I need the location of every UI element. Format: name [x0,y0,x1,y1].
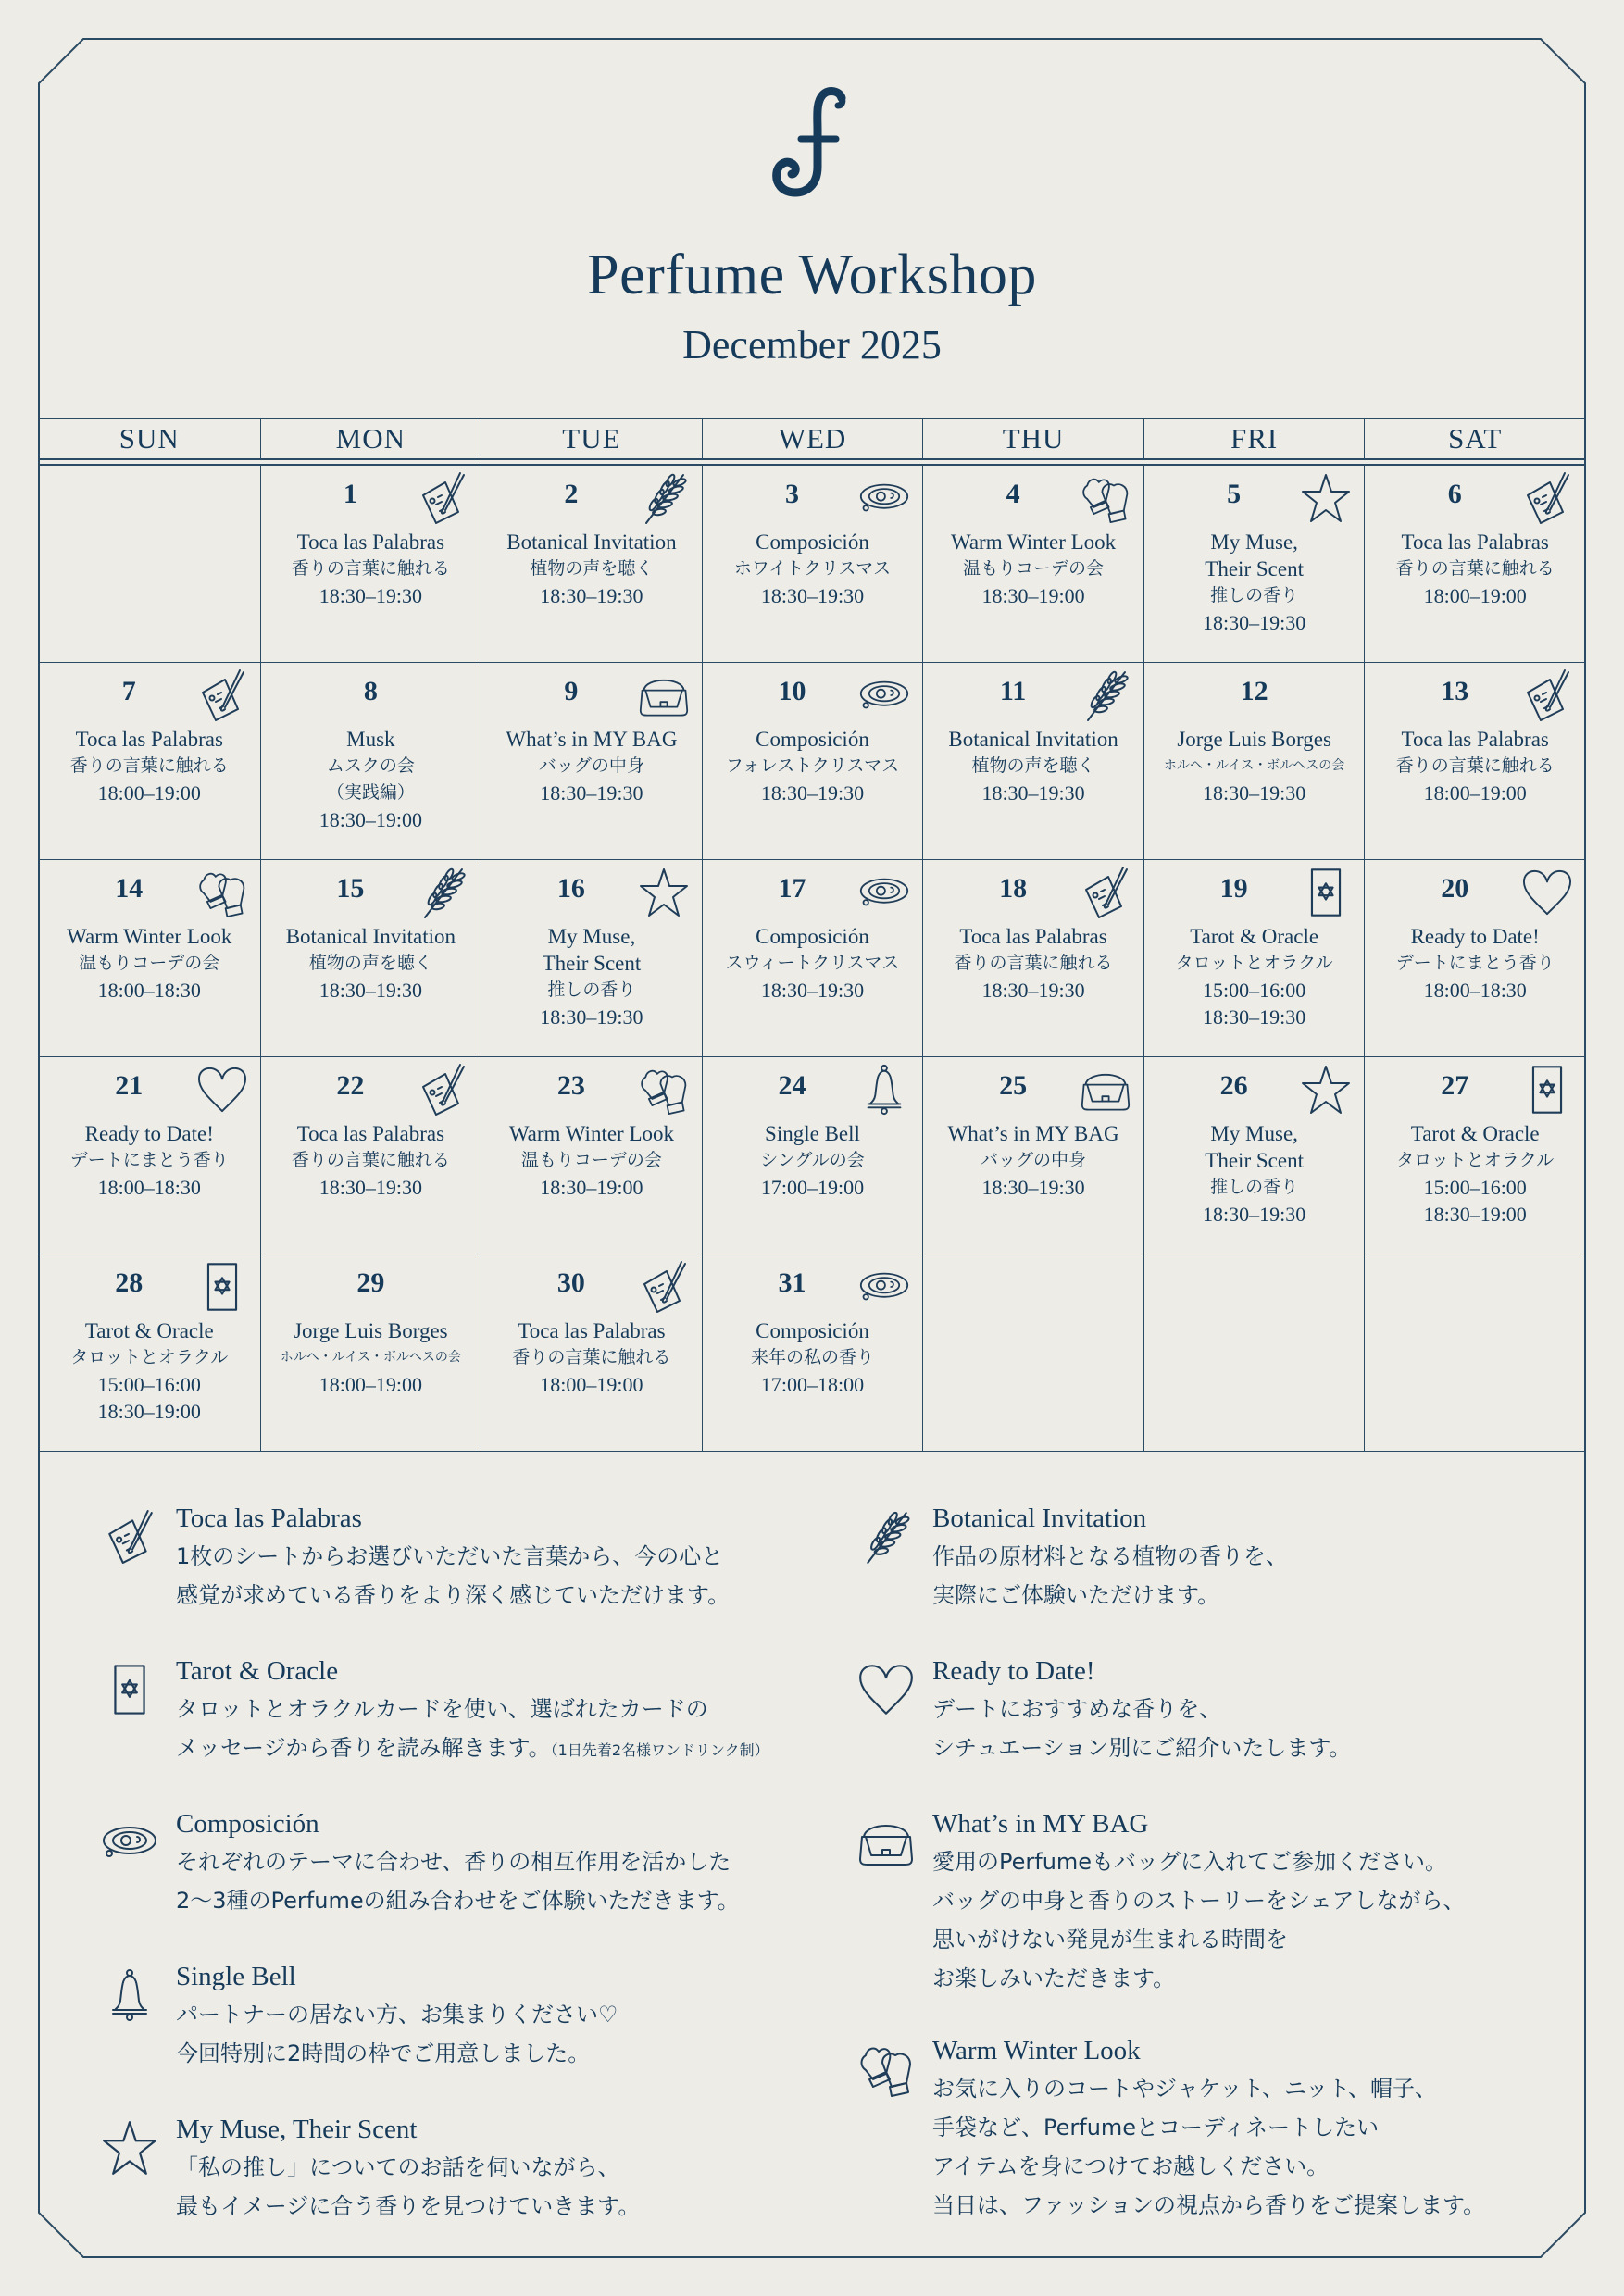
orbit-eye-icon [859,471,909,525]
legend-description-line: 2〜3種のPerfumeの組み合わせをご体験いただきます。 [176,1888,740,1914]
page-subtitle: December 2025 [682,322,942,368]
bag-icon [639,668,689,722]
event-details [1365,923,1585,1004]
event-subtitle-jp: デートにまとう香り [69,1150,229,1170]
event-title: Toca las Palabras [75,728,223,751]
weekday-sun: SUN [119,422,180,455]
event-time: 15:00–16:00 [97,1373,201,1396]
event-subtitle-jp: 温もりコーデの会 [963,558,1105,579]
event-subtitle-jp: 植物の声を聴く [308,953,432,973]
event-title: My Muse, [1210,1122,1298,1145]
day-cell-1[interactable] [260,466,481,662]
legend-description-line: 当日は、ファッションの視点から香りをご提案します。 [932,2192,1486,2218]
mittens-icon [639,1063,689,1117]
note-pen-icon [102,1509,157,1565]
weekday-header [39,418,1585,460]
event-details [1144,529,1365,636]
day-cell-31[interactable] [702,1254,923,1451]
event-time: 18:30–19:30 [981,979,1085,1002]
tarot-card-icon [1301,866,1351,919]
day-number: 18 [999,873,1028,904]
event-title: Botanical Invitation [506,530,677,554]
event-subtitle-jp: バッグの中身 [981,1150,1087,1170]
event-details [703,1120,923,1201]
day-number: 2 [564,479,579,509]
event-details [481,726,702,806]
event-time: 18:30–19:30 [981,781,1085,805]
event-title: Jorge Luis Borges [294,1319,448,1342]
legend-description-line: タロットとオラクルカードを使い、選ばれたカードの [176,1696,708,1722]
legend-item [932,1805,1624,1998]
day-number: 29 [356,1267,385,1298]
event-subtitle-jp: スウィートクリスマス [725,953,900,973]
event-title: Warm Winter Look [950,530,1117,554]
legend-title: Toca las Palabras [176,1504,362,1533]
weekday-thu: THU [922,419,1143,458]
legend-description-line: デートにおすすめな香りを、 [932,1696,1222,1722]
event-time: 18:30–19:30 [540,781,643,805]
leaf-icon [1081,668,1131,722]
legend-note: （1日先着2名様ワンドリンク制） [550,1741,769,1759]
event-title: Composición [756,1319,869,1342]
note-pen-icon [418,1063,468,1117]
empty-day-cell [1364,1254,1585,1451]
day-cell-12[interactable] [1143,663,1365,859]
event-subtitle-jp: 植物の声を聴く [530,558,654,579]
day-number: 22 [336,1070,365,1101]
event-title: Toca las Palabras [1401,728,1549,751]
star-icon [639,866,689,919]
event-title: Toca las Palabras [518,1319,666,1342]
legend-description-line: 手袋など、Perfumeとコーディネートしたい [932,2115,1380,2140]
legend-item [932,1500,1624,1615]
mittens-icon [858,2041,914,2097]
event-subtitle-jp-line2: （実践編） [326,782,415,803]
day-number: 23 [556,1070,585,1101]
day-cell-26[interactable] [1143,1057,1365,1254]
note-pen-icon [197,668,247,722]
event-subtitle-jp: バッグの中身 [538,755,644,776]
note-pen-icon [1522,668,1572,722]
day-cell-5[interactable] [1143,466,1365,662]
calendar-weeks [39,466,1585,1452]
bell-icon [102,1967,157,2023]
legend-description-line: 感覚が求めている香りをより深く感じていただけます。 [176,1582,731,1608]
day-number: 5 [1227,479,1242,509]
star-icon [102,2120,157,2176]
event-details [1365,1120,1585,1228]
event-details [923,1120,1143,1201]
day-cell-3[interactable] [702,466,923,662]
calendar-grid [39,418,1585,1452]
day-number: 25 [999,1070,1028,1101]
legend-title: What’s in MY BAG [932,1809,1149,1839]
event-time: 18:30–19:30 [981,1176,1085,1199]
event-subtitle-jp: 香りの言葉に触れる [1395,558,1555,579]
day-cell-14[interactable] [39,860,260,1056]
day-cell-22[interactable] [260,1057,481,1254]
day-number: 3 [784,479,799,509]
event-details [1144,923,1365,1030]
mittens-icon [197,866,247,919]
event-time: 18:00–18:30 [97,979,201,1002]
event-subtitle-jp: 植物の声を聴く [971,755,1095,776]
weekday-tue: TUE [481,419,702,458]
legend-description-line: アイテムを身につけてお越しください。 [932,2153,1330,2179]
day-number: 20 [1441,873,1469,904]
legend-title: Composición [176,1809,319,1839]
event-time: 18:00–19:00 [1423,781,1527,805]
legend-title: My Muse, Their Scent [176,2115,418,2144]
day-cell-27[interactable] [1364,1057,1585,1254]
star-icon [1301,471,1351,525]
event-details [1144,726,1365,806]
event-title: Single Bell [765,1122,860,1145]
event-title: Tarot & Oracle [84,1319,214,1342]
event-details [481,1120,702,1201]
day-number: 16 [556,873,585,904]
empty-day-cell [1143,1254,1365,1451]
bag-icon [858,1815,914,1870]
day-number: 14 [115,873,144,904]
event-subtitle-jp: タロットとオラクル [1175,953,1333,973]
event-details [39,1317,260,1425]
event-subtitle-jp: 香りの言葉に触れる [1395,755,1555,776]
legend-item [176,1653,880,1770]
event-title: Tarot & Oracle [1410,1122,1540,1145]
legend-description-line: お楽しみいただきます。 [932,1965,1176,1991]
day-number: 21 [115,1070,144,1101]
day-number: 1 [343,479,357,509]
day-cell-13[interactable] [1364,663,1585,859]
event-subtitle-jp: タロットとオラクル [1396,1150,1555,1170]
event-time: 18:00–19:00 [319,1373,422,1396]
event-subtitle-jp: 推しの香り [547,980,636,1000]
event-title: What’s in MY BAG [947,1122,1119,1145]
legend-title: Tarot & Oracle [176,1656,339,1686]
event-title: Ready to Date! [84,1122,214,1145]
event-time: 18:00–19:00 [97,781,201,805]
legend-description-line: バッグの中身と香りのストーリーをシェアしながら、 [932,1888,1466,1914]
legend-title: Ready to Date! [932,1656,1095,1686]
event-subtitle-jp: 香りの言葉に触れる [69,755,229,776]
event-details [1144,1120,1365,1228]
event-subtitle-jp: シングルの会 [760,1150,865,1170]
event-time: 18:30–19:30 [319,584,422,607]
day-number: 8 [363,676,378,706]
event-time: 18:30–19:30 [1203,1203,1306,1226]
leaf-icon [639,471,689,525]
day-number: 19 [1219,873,1248,904]
empty-day-cell [39,466,260,662]
event-title: Musk [346,728,395,751]
legend-description-line: 思いがけない発見が生まれる時間を [932,1927,1288,1953]
day-number: 12 [1240,676,1268,706]
day-cell-10[interactable] [702,663,923,859]
legend-item [176,1500,880,1615]
event-time: 18:30–19:30 [1203,611,1306,634]
day-number: 9 [564,676,579,706]
event-time: 18:30–19:30 [1203,781,1306,805]
event-details [703,726,923,806]
tarot-card-icon [197,1260,247,1314]
event-time: 18:30–19:30 [319,1176,422,1199]
day-number: 26 [1219,1070,1248,1101]
legend-description-line: シチュエーション別にご紹介いたします。 [932,1735,1352,1761]
day-cell-24[interactable] [702,1057,923,1254]
day-number: 27 [1441,1070,1469,1101]
day-number: 10 [778,676,806,706]
day-cell-2[interactable] [481,466,702,662]
orbit-eye-icon [859,1260,909,1314]
legend-description-line: 最もイメージに合う香りを見つけていきます。 [176,2193,641,2219]
event-title: Jorge Luis Borges [1177,728,1331,751]
event-title: Ready to Date! [1410,925,1540,948]
day-cell-19[interactable] [1143,860,1365,1056]
event-title: Composición [756,728,869,751]
event-details [39,1120,260,1201]
event-subtitle-jp: 温もりコーデの会 [79,953,220,973]
event-details [39,726,260,806]
heart-icon [197,1063,247,1117]
day-cell-7[interactable] [39,663,260,859]
event-time: 18:30–19:30 [760,584,865,607]
event-time: 17:00–19:00 [760,1176,865,1199]
event-title: Warm Winter Look [508,1122,675,1145]
legend-title: Single Bell [176,1962,296,1991]
legend-description-line: 1枚のシートからお選びいただいた言葉から、今の心と [176,1543,724,1569]
event-time: 15:00–16:00 [1423,1176,1527,1199]
tarot-card-icon [1522,1063,1572,1117]
event-title: Warm Winter Look [67,925,232,948]
day-cell-6[interactable] [1364,466,1585,662]
day-number: 28 [115,1267,144,1298]
day-cell-9[interactable] [481,663,702,859]
day-number: 7 [121,676,136,706]
event-time: 18:30–19:00 [319,808,422,831]
event-title: My Muse, [1210,530,1298,554]
legend-description-line: それぞれのテーマに合わせ、香りの相互作用を活かした [176,1849,731,1875]
leaf-icon [418,866,468,919]
event-details [1365,529,1585,609]
day-cell-4[interactable] [922,466,1143,662]
event-time: 18:00–19:00 [540,1373,643,1396]
bag-icon [1081,1063,1131,1117]
day-number: 6 [1447,479,1462,509]
event-time: 18:00–18:30 [97,1176,201,1199]
event-title: What’s in MY BAG [506,728,678,751]
day-cell-28[interactable] [39,1254,260,1451]
event-details [703,529,923,609]
legend-description-line: 今回特別に2時間の枠でご用意しました。 [176,2040,591,2066]
orbit-eye-icon [859,668,909,722]
event-time: 18:30–19:30 [540,1005,643,1029]
event-title: Botanical Invitation [948,728,1118,751]
event-title: My Muse, [547,925,636,948]
event-details [923,529,1143,609]
event-details [481,1317,702,1398]
note-pen-icon [1081,866,1131,919]
day-cell-20[interactable] [1364,860,1585,1056]
day-cell-15[interactable] [260,860,481,1056]
empty-day-cell [922,1254,1143,1451]
event-subtitle-jp: ホワイトクリスマス [733,558,892,579]
event-subtitle-jp: 推しの香り [1210,585,1299,605]
event-title: Composición [756,530,869,554]
legend-description-line: お気に入りのコートやジャケット、ニット、帽子、 [932,2076,1438,2102]
event-time: 18:30–19:00 [1423,1203,1527,1226]
day-cell-18[interactable] [922,860,1143,1056]
event-title: Toca las Palabras [296,530,445,554]
event-title: Tarot & Oracle [1190,925,1319,948]
event-details [1365,726,1585,806]
event-time: 18:00–19:00 [1423,584,1527,607]
note-pen-icon [639,1260,689,1314]
weekday-fri: FRI [1143,419,1365,458]
event-subtitle-jp: 香りの言葉に触れる [291,1150,450,1170]
event-title-line2: Their Scent [542,952,642,975]
legend-title: Botanical Invitation [932,1504,1147,1533]
orbit-eye-icon [859,866,909,919]
event-details [923,923,1143,1004]
event-subtitle-jp: タロットとオラクル [70,1347,229,1367]
event-subtitle-jp: ホルヘ・ルイス・ボルヘスの会 [280,1350,461,1365]
day-cell-25[interactable] [922,1057,1143,1254]
event-details [481,529,702,609]
event-details [923,726,1143,806]
event-title: Toca las Palabras [296,1122,445,1145]
event-time: 18:30–19:00 [97,1400,201,1423]
star-icon [1301,1063,1351,1117]
event-subtitle-jp: 香りの言葉に触れる [512,1347,671,1367]
event-details [703,923,923,1004]
day-number: 11 [999,676,1027,706]
calendar-week [39,663,1585,860]
event-time: 18:30–19:30 [1203,1005,1306,1029]
event-title-line2: Their Scent [1205,1149,1304,1172]
event-details [39,923,260,1004]
day-number: 31 [778,1267,806,1298]
legend-description-line: 「私の推し」についてのお話を伺いながら、 [176,2154,620,2180]
weekday-sat: SAT [1364,419,1585,458]
legend-item [176,1958,880,2073]
day-cell-17[interactable] [702,860,923,1056]
day-number: 4 [1006,479,1020,509]
legend-title: Warm Winter Look [932,2036,1141,2065]
day-cell-16[interactable] [481,860,702,1056]
event-title: Botanical Invitation [285,925,456,948]
legend-description-line: 作品の原材料となる植物の香りを、 [932,1543,1288,1569]
bell-icon [859,1063,909,1117]
brand-logo-icon [766,89,858,196]
calendar-week [39,860,1585,1057]
legend-item [176,1805,880,1920]
event-time: 18:30–19:00 [981,584,1085,607]
calendar-week [39,1057,1585,1254]
mittens-icon [1081,471,1131,525]
weekday-mon: MON [260,419,481,458]
day-number: 30 [556,1267,585,1298]
day-cell-11[interactable] [922,663,1143,859]
day-cell-21[interactable] [39,1057,260,1254]
day-cell-30[interactable] [481,1254,702,1451]
event-subtitle-jp: ホルヘ・ルイス・ボルヘスの会 [1164,758,1345,773]
event-time: 18:30–19:30 [760,781,865,805]
heart-icon [858,1662,914,1717]
event-details [481,923,702,1030]
day-cell-8[interactable] [260,663,481,859]
legend-description-line: 愛用のPerfumeもバッグに入れてご参加ください。 [932,1849,1448,1875]
event-details [261,1120,481,1201]
day-cell-23[interactable] [481,1057,702,1254]
orbit-eye-icon [102,1815,157,1870]
event-time: 18:30–19:00 [540,1176,643,1199]
event-subtitle-jp: デートにまとう香り [1395,953,1555,973]
event-details [261,529,481,609]
event-details [261,726,481,833]
legend-item [176,2111,880,2226]
event-title: Toca las Palabras [1401,530,1549,554]
event-subtitle-jp: 香りの言葉に触れる [291,558,450,579]
event-subtitle-jp: 温もりコーデの会 [520,1150,662,1170]
day-cell-29[interactable] [260,1254,481,1451]
calendar-week [39,1254,1585,1452]
calendar-week [39,466,1585,663]
legend-description-line [176,1728,880,1770]
page-title: Perfume Workshop [587,243,1037,306]
event-details [703,1317,923,1398]
weekday-wed: WED [702,419,923,458]
event-details [261,923,481,1004]
event-title-line2: Their Scent [1205,557,1304,580]
event-subtitle-jp: ムスクの会 [326,755,415,776]
legend-description-line: 実際にご体験いただけます。 [932,1582,1220,1608]
leaf-icon [858,1509,914,1565]
event-time: 18:00–18:30 [1423,979,1527,1002]
day-number: 15 [336,873,365,904]
event-subtitle-jp: 香りの言葉に触れる [954,953,1113,973]
event-subtitle-jp: 推しの香り [1210,1177,1299,1197]
day-number: 13 [1441,676,1469,706]
event-time: 18:30–19:30 [319,979,422,1002]
event-time: 15:00–16:00 [1203,979,1306,1002]
note-pen-icon [418,471,468,525]
event-time: 18:30–19:30 [760,979,865,1002]
legend-item [932,2032,1624,2225]
heart-icon [1522,866,1572,919]
event-details [261,1317,481,1398]
legend-item [932,1653,1624,1767]
tarot-card-icon [102,1662,157,1717]
event-subtitle-jp: フォレストクリスマス [725,755,900,776]
day-number: 24 [778,1070,806,1101]
event-time: 18:30–19:30 [540,584,643,607]
legend-description-text: メッセージから香りを読み解きます。 [176,1735,551,1761]
event-title: Toca las Palabras [959,925,1107,948]
note-pen-icon [1522,471,1572,525]
day-number: 17 [778,873,806,904]
legend-description-line: パートナーの居ない方、お集まりください♡ [176,2002,618,2028]
event-time: 17:00–18:00 [760,1373,865,1396]
event-subtitle-jp: 来年の私の香り [750,1347,874,1367]
event-title: Composición [756,925,869,948]
